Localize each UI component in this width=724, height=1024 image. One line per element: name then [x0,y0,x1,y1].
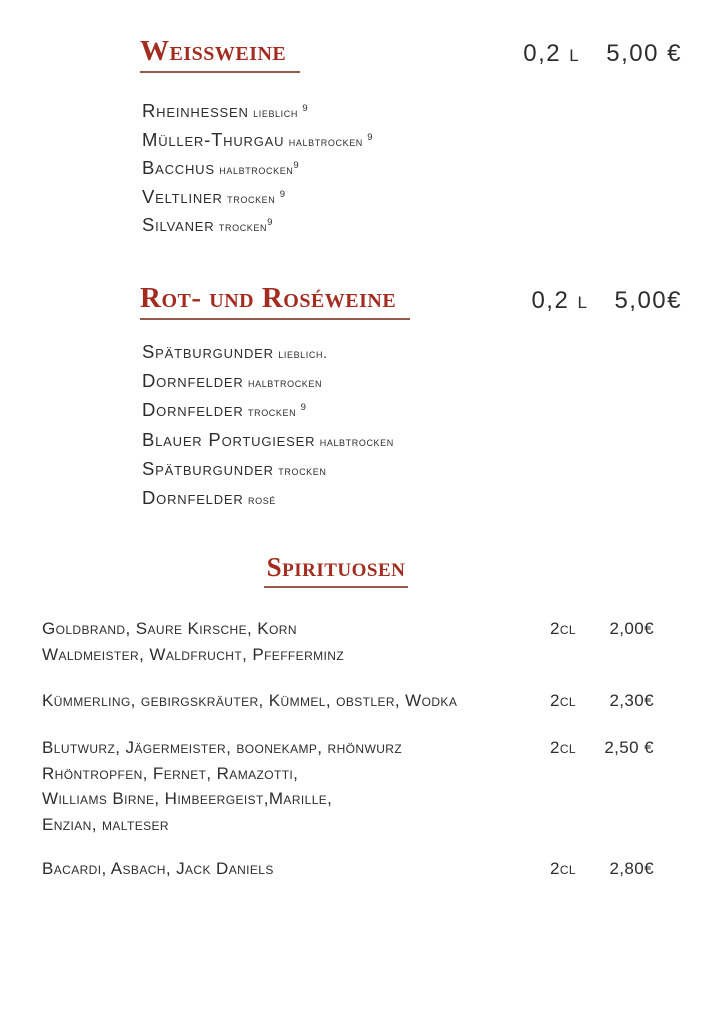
wine-item [142,429,394,458]
wine-item [142,341,394,370]
wine-item [142,157,373,186]
section-header-weissweine [140,36,682,73]
price-label: 2,50 € [604,738,654,757]
wine-name: Blauer Portugieser [142,428,316,450]
size-label: 2cl [550,738,576,757]
section-title-spirituosen: Spirituosen [264,553,409,588]
wine-note: halbtrocken [219,162,294,178]
wine-item [142,214,373,243]
section-header-rot-roseweine [140,283,682,320]
price-label: 5,00€ [614,287,682,314]
allergen-marker: 9 [300,402,306,414]
spirit-group [42,688,654,714]
spirit-names [42,856,526,882]
spirit-names [42,735,526,837]
price-label: 2,80€ [609,859,654,878]
wine-note: trocken [227,190,280,206]
wine-name: Dornfelder [142,399,244,421]
size-label: 0,2 l [523,40,581,67]
wine-note: halbtrocken [288,133,368,149]
spirit-line: Bacardi, Asbach, Jack Daniels [42,859,274,878]
wine-name: Rheinhessen [142,100,249,121]
wine-name: Dornfelder [142,370,244,392]
wine-item [142,399,394,428]
spirit-line: Blutwurz, Jägermeister, boonekamp, rhönwurz [42,738,403,757]
size-label: 2cl [550,859,576,878]
spirit-line: Kümmerling, gebirgskräuter, Kümmel, obstler, Wodka [42,691,458,710]
spirit-line: Rhöntropfen, Fernet, Ramazotti, [42,763,299,783]
spirit-group [42,856,654,882]
wine-item [142,458,394,487]
wine-note: lieblich [253,105,303,120]
wine-list-rot-roseweine [142,341,394,516]
section-pricing-weissweine [523,36,682,68]
section-title-rot-roseweine: Rot- und Roséweine [140,283,410,320]
price-label: 2,00€ [609,619,654,638]
allergen-marker: 9 [267,217,273,229]
spirit-line: Goldbrand, Saure Kirsche, Korn [42,619,297,638]
spirit-line: Enzian, malteser [42,814,169,834]
spirit-line: Williams Birne, Himbeergeist,Marille, [42,789,333,808]
price-label: 2,30€ [609,691,654,710]
wine-item [142,100,373,129]
wine-note: halbtrocken [248,375,323,391]
spirit-names [42,616,526,667]
wine-item [142,487,394,516]
section-header-spirituosen [0,553,724,588]
size-label: 2cl [550,619,576,638]
spirit-group [42,616,654,667]
wine-note: rosé [248,491,276,507]
wine-note: trocken [248,404,301,420]
allergen-marker: 9 [302,103,308,114]
size-label: 2cl [550,691,576,710]
wine-name: Dornfelder [142,486,244,508]
wine-item [142,186,373,215]
price-label: 5,00 € [606,40,682,67]
wine-name: Spätburgunder [142,341,274,362]
section-title-weissweine: Weissweine [140,36,300,73]
spirit-group [42,735,654,837]
wine-name: Bacchus [142,157,215,179]
wine-name: Silvaner [142,214,215,236]
wine-item [142,129,373,158]
wine-note: trocken [278,462,327,478]
spirit-names [42,688,526,714]
wine-name: Veltliner [142,185,223,207]
wine-item [142,370,394,399]
allergen-marker: 9 [367,131,373,143]
wine-note: halbtrocken [319,433,394,449]
section-pricing-rot-roseweine [531,283,682,315]
allergen-marker: 9 [279,188,286,200]
spirit-line: Waldmeister, Waldfrucht, Pfefferminz [42,644,345,664]
wine-note: lieblich. [278,346,328,361]
size-label: 0,2 l [531,287,589,314]
wine-name: Spätburgunder [142,457,274,479]
wine-list-weissweine [142,100,373,243]
wine-name: Müller-Thurgau [142,128,285,150]
allergen-marker: 9 [293,160,299,172]
wine-note: trocken [218,219,268,235]
